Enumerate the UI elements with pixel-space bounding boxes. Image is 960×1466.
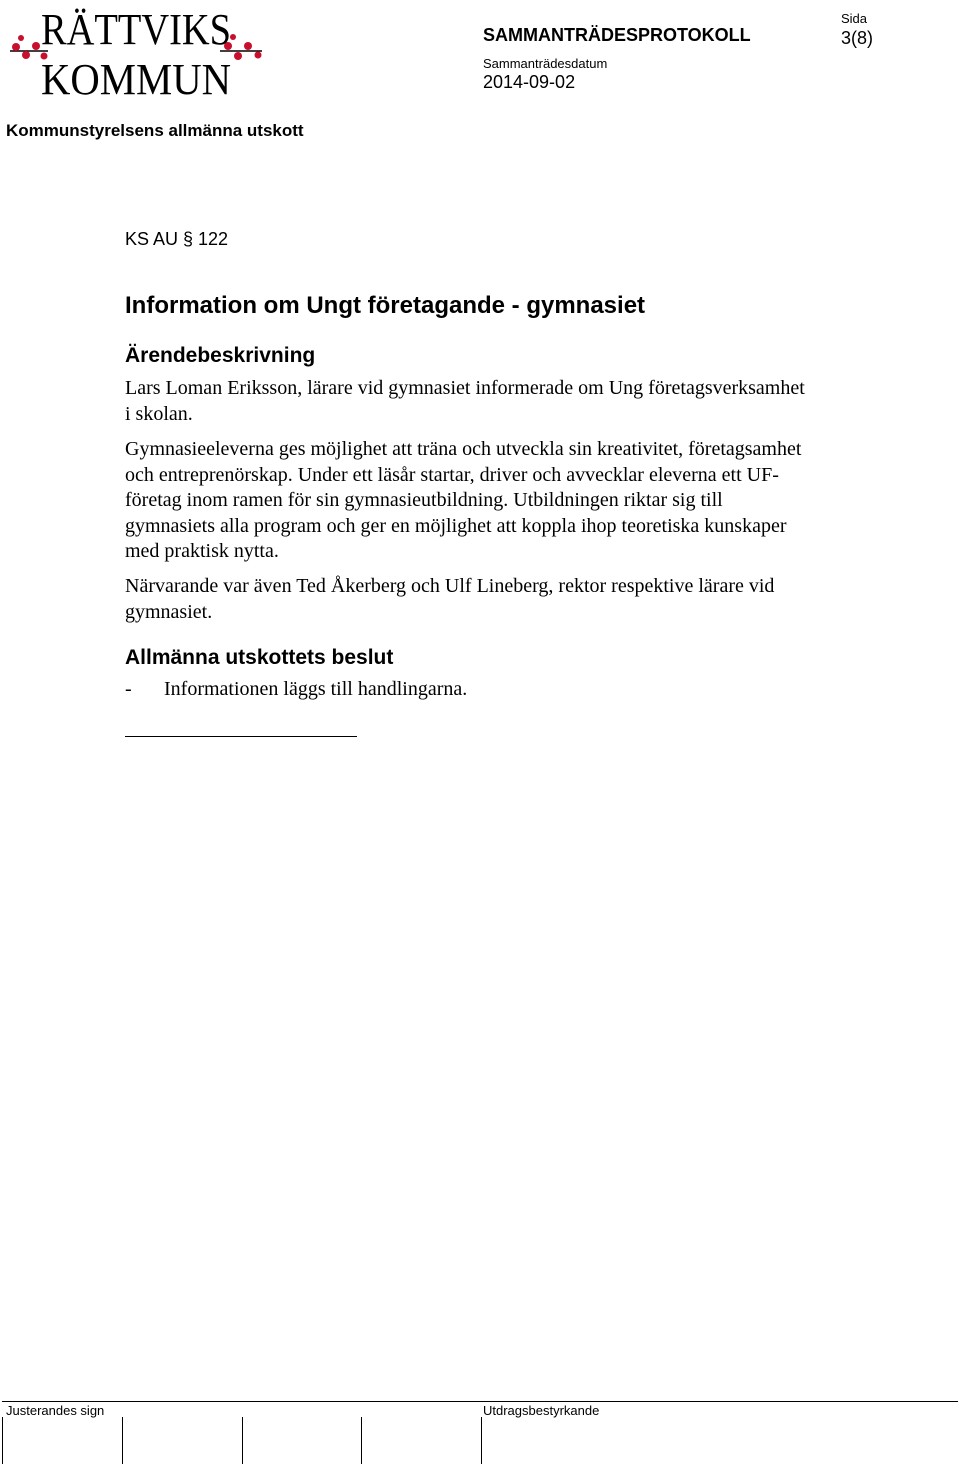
description-paragraph-2: Gymnasieeleverna ges möjlighet att träna och utveckla sin kreativitet, företagsamhet och entreprenörskap. Under ett läsår startar, driver och avvecklar eleverna ett UF-företag inom ramen för sin gymnasieutbildning. Utbildningen riktar sig till gymnasiets alla program och ger en möjlighet att koppla ihop teoretiska kunskaper med praktisk nytta. — [125, 438, 802, 562]
logo-line-2: KOMMUN — [41, 55, 231, 100]
signature-box-divider — [2, 1417, 3, 1464]
page-label: Sida — [841, 11, 868, 26]
signature-box-divider — [242, 1417, 243, 1464]
meeting-date: 2014-09-02 — [483, 72, 576, 92]
section-number: KS AU § 122 — [125, 229, 229, 249]
page-number: 3(8) — [841, 28, 874, 48]
department-name: Kommunstyrelsens allmänna utskott — [6, 121, 304, 140]
decision-list-item — [125, 677, 467, 703]
description-paragraph-3: Närvarande var även Ted Åkerberg och Ulf Lineberg, rektor respektive lärare vid gymnasiet. — [125, 575, 775, 623]
signature-box-divider — [481, 1417, 482, 1464]
item-title: Information om Ungt företagande - gymnasiet — [125, 292, 646, 319]
document-type: SAMMANTRÄDESPROTOKOLL — [483, 25, 751, 45]
signature-box-divider — [361, 1417, 362, 1464]
signature-label: Justerandes sign — [6, 1403, 105, 1418]
decision-heading: Allmänna utskottets beslut — [125, 646, 394, 669]
meeting-date-label: Sammanträdesdatum — [483, 56, 608, 71]
description-heading: Ärendebeskrivning — [125, 344, 316, 367]
decision-bullet: - — [125, 678, 132, 700]
footer-divider — [2, 1401, 958, 1402]
rattviks-kommun-logo — [4, 4, 268, 100]
end-divider — [125, 736, 357, 737]
extract-certification-label: Utdragsbestyrkande — [483, 1403, 600, 1418]
decision-text: Informationen läggs till handlingarna. — [164, 678, 468, 700]
signature-box-divider — [122, 1417, 123, 1464]
description-paragraph-1: Lars Loman Eriksson, lärare vid gymnasiet informerade om Ung företagsverksamhet i skolan. — [125, 377, 805, 425]
logo-line-1: RÄTTVIKS — [41, 5, 231, 54]
